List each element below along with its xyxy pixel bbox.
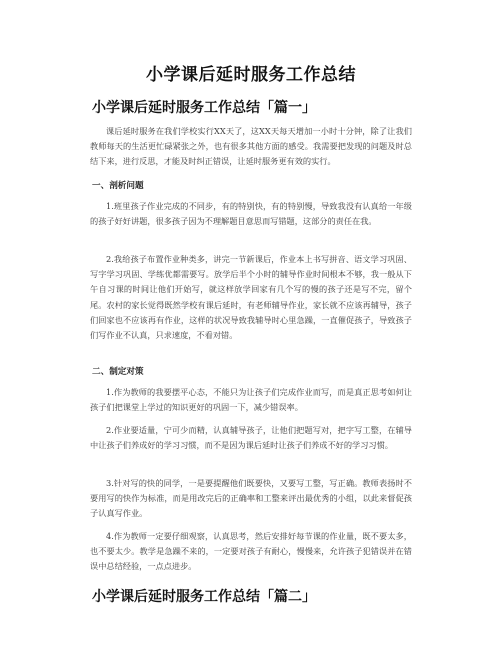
analysis-item-2: 2.我给孩子布置作业种类多，讲完一节新课后，作业本上书写拼音、语文学习巩固、写字学习巩固、学练优都需要写。放学后半个小时的辅导作业时间根本不够，我一般从下午自习课的时间让他们开始写，就这样放学回家有几个写的慢的孩子还是写不完，留个尾。农村的家长觉得既然学校有课后延时，有老师辅导作业，家长就不应该再辅导，孩子们回家也不应该再有作业，这样的状况导致我辅导时心里急躁，一直催促孩子，导致孩子们写作业不认真，只求速度，不看对错。	[90, 254, 412, 341]
countermeasure-item-4: 4.作为教师一定要仔细观察，认真思考，然后安排好每节课的作业量，既不要太多，也不要太少。教学是急躁不来的，一定要对孩子有耐心，慢慢来，允许孩子犯错误并在错误中总结经验，一点点进步。	[90, 531, 412, 572]
countermeasure-item-3: 3.针对写的快的同学，一是要提醒他们既要快，又要写工整，写正确。教师表扬时不要用写的快作为标准，而是用改完后的正确率和工整来评出最优秀的小组，以此来督促孩子认真写作业。	[90, 478, 412, 519]
document-title: 小学课后延时服务工作总结	[146, 65, 356, 85]
subheading-countermeasures: 二、制定对策	[92, 367, 144, 377]
subheading-analysis: 一、剖析问题	[92, 181, 144, 191]
analysis-item-1: 1.班里孩子作业完成的不同步，有的特别快，有的特别慢，导致我没有认真给一年级的孩子好好讲题，很多孩子因为不理解题目意思而写错题，这部分的责任在我。	[90, 201, 412, 227]
section-heading-1: 小学课后延时服务工作总结「篇一」	[92, 100, 316, 116]
section-heading-2: 小学课后延时服务工作总结「篇二」	[92, 589, 316, 605]
countermeasure-item-1: 1.作为教师的我要摆平心态，不能只为让孩子们完成作业而写，而是真正思考如何让孩子们把课堂上学过的知识更好的巩固一下，减少错误率。	[90, 387, 412, 413]
countermeasure-item-2: 2.作业要适量，宁可少而精，认真辅导孩子，让他们把题写对，把字写工整，在辅导中让孩子们养成好的学习习惯，而不是因为课后延时让孩子们养成不好的学习习惯。	[90, 425, 412, 451]
intro-paragraph: 课后延时服务在我们学校实行XX天了，这XX天每天增加一小时十分钟，除了让我们教师每天的生活更忙碌紧张之外，也有很多其他方面的感受。我需要把发现的问题及时总结下来，进行反思，才能及时纠正错误，让延时服务更有效的实行。	[90, 126, 412, 167]
